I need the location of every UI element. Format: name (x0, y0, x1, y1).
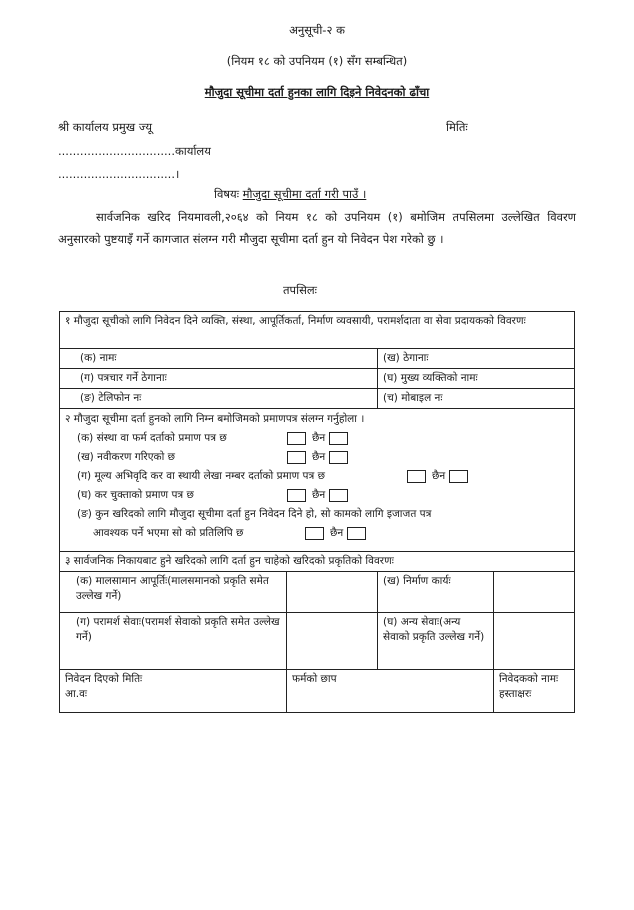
applicant-name-label: निवेदकको नामः (499, 673, 559, 685)
consulting-cell: (ग) परामर्श सेवाः(परामर्श सेवाको प्रकृति समेत उल्लेख गर्ने) (60, 613, 287, 670)
subject-line (214, 186, 366, 202)
application-body: सार्वजनिक खरिद नियमावली,२०६४ को नियम १८ को उपनियम (१) बमोजिम तपसिलमा उल्लेखित विवरण अनुसारको पुष्टयाइँ गर्ने कागजात संलग्न गरी मौजुदा सूचीमा दर्ता हुन यो निवेदन पेश गरेको छु । (58, 210, 576, 246)
license-row-line1 (65, 507, 569, 526)
no-label: छैन (312, 451, 326, 463)
section2-block (60, 409, 575, 552)
section3-heading: ३ सार्वजनिक निकायबाट हुने खरिदको लागि दर्ता हुन चाहेको खरिदको प्रकृतिको विवरणः (60, 552, 575, 572)
other-services-value[interactable] (494, 613, 575, 670)
goods-supply-cell: (क) मालसामान आपूर्तिः(मालसमानको प्रकृति समेत उल्लेख गर्ने) (60, 572, 287, 613)
license-label-line1: (ङ) कुन खरिदको लागि मौजुदा सूचीमा दर्ता हुन निवेदन दिने हो, सो कामको लागि इजाजत पत्र (77, 508, 432, 520)
yes-checkbox[interactable] (305, 527, 324, 540)
section2-heading: २ मौजुदा सूचीमा दर्ता हुनको लागि निम्न बमोजिमको प्रमाणपत्र संलग्न गर्नुहोला । (65, 413, 365, 425)
cert-registration-label: (क) संस्था वा फर्म दर्ताको प्रमाण पत्र छ (77, 432, 227, 444)
no-checkbox[interactable] (449, 470, 468, 483)
construction-value[interactable] (494, 572, 575, 613)
key-person-field: (घ) मुख्य व्यक्तिको नामः (378, 369, 575, 389)
cert-tax-clearance-label: (घ) कर चुक्ताको प्रमाण पत्र छ (77, 489, 194, 501)
no-checkbox[interactable] (329, 451, 348, 464)
place-line: ................................। (58, 167, 180, 181)
no-checkbox[interactable] (329, 489, 348, 502)
mobile-field: (च) मोबाइल नः (378, 389, 575, 409)
yes-checkbox[interactable] (407, 470, 426, 483)
cert-renewal-row (65, 450, 569, 469)
yes-checkbox[interactable] (287, 451, 306, 464)
firm-stamp-label: फर्मको छाप (292, 673, 337, 685)
yes-checkbox[interactable] (287, 432, 306, 445)
yes-checkbox[interactable] (287, 489, 306, 502)
cert-vat-pan-row (65, 469, 569, 488)
no-checkbox[interactable] (329, 432, 348, 445)
no-label: छैन (312, 489, 326, 501)
subject-text: मौजुदा सूचीमा दर्ता गरी पाउँ । (242, 187, 367, 201)
form-title: मौजुदा सूचीमा दर्ता हुनका लागि दिइने निवेदनको ढाँचा (204, 85, 430, 99)
no-label: छैन (330, 527, 344, 539)
firm-stamp-cell (287, 670, 494, 713)
license-row-line2 (65, 526, 569, 545)
no-label: छैन (312, 432, 326, 444)
submission-date-label: निवेदन दिएको मितिः (65, 673, 143, 685)
details-table (59, 311, 575, 713)
applicant-cell (494, 670, 575, 713)
telephone-field: (ङ) टेलिफोन नः (60, 389, 378, 409)
submission-date-cell (60, 670, 287, 713)
cert-registration-row (65, 431, 569, 450)
other-services-cell: (घ) अन्य सेवाः(अन्य सेवाको प्रकृति उल्लेख गर्ने) (378, 613, 494, 670)
no-checkbox[interactable] (347, 527, 366, 540)
addressee: श्री कार्यालय प्रमुख ज्यू (58, 120, 153, 134)
signature-label: हस्ताक्षरः (499, 688, 532, 700)
cert-renewal-label: (ख) नवीकरण गरिएको छ (77, 451, 176, 463)
details-heading: तपसिलः (283, 283, 317, 297)
consulting-value[interactable] (287, 613, 378, 670)
office-line: ................................कार्यालय (58, 144, 211, 158)
cert-vat-pan-label: (ग) मूल्य अभिवृदि कर वा स्थायी लेखा नम्बर दर्ताको प्रमाण पत्र छ (77, 470, 325, 482)
correspondence-address-field: (ग) पत्रचार गर्ने ठेगानाः (60, 369, 378, 389)
subject-label: विषयः (214, 187, 240, 201)
schedule-label: अनुसूची-२ क (289, 23, 345, 37)
date-label: मितिः (446, 120, 468, 134)
construction-cell: (ख) निर्माण कार्यः (378, 572, 494, 613)
rule-reference: (नियम १८ को उपनियम (१) सँग सम्बन्धित) (226, 54, 408, 68)
goods-supply-value[interactable] (287, 572, 378, 613)
section1-heading: १ मौजुदा सूचीको लागि निवेदन दिने व्यक्ति, संस्था, आपूर्तिकर्ता, निर्माण व्यवसायी, परामर्शदाता वा सेवा प्रदायकको विवरणः (60, 312, 575, 349)
name-field: (क) नामः (60, 349, 378, 369)
no-label: छैन (432, 470, 446, 482)
cert-tax-clearance-row (65, 488, 569, 507)
address-field: (ख) ठेगानाः (378, 349, 575, 369)
license-label-line2: आवश्यक पर्ने भएमा सो को प्रतिलिपि छ (93, 527, 244, 539)
fiscal-year-label: आ.वः (65, 688, 88, 700)
